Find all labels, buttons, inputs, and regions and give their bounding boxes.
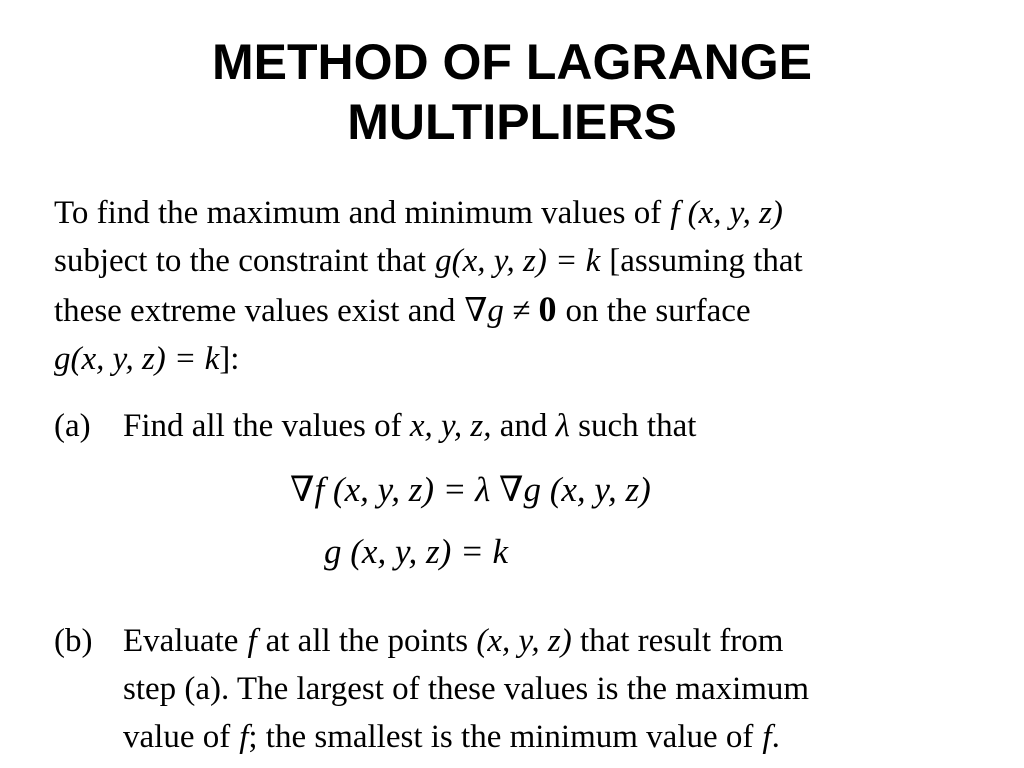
- constraint-equation: g (x, y, z) = k: [324, 532, 508, 571]
- step-a-label: (a): [54, 408, 91, 444]
- gradient-g-nonzero: ∇g ≠: [464, 293, 531, 329]
- intro-line-3: [54, 285, 984, 335]
- step-a-text-post: such that: [578, 408, 697, 444]
- step-a-text: [123, 402, 1003, 450]
- slide-title-line-2: MULTIPLIERS: [347, 94, 677, 150]
- step-b-l3-mid: ; the smallest is the minimum value of: [248, 719, 754, 755]
- step-a-text-pre: Find all the values of: [123, 408, 402, 444]
- function-f-expression: f (x, y, z): [670, 195, 783, 231]
- constraint-expression: g(x, y, z) = k: [435, 243, 601, 279]
- step-a-variables: x, y, z,: [409, 408, 492, 444]
- function-f: f: [239, 719, 249, 755]
- lambda-symbol: λ: [555, 408, 570, 444]
- step-b-l3-end: .: [771, 719, 780, 755]
- step-b-line-3: [123, 713, 1003, 761]
- intro-line-2-text: subject to the constraint that: [54, 243, 427, 279]
- point-xyz: (x, y, z): [476, 623, 572, 659]
- slide-title: [0, 32, 1024, 152]
- step-b-text: [123, 617, 1003, 761]
- intro-line-2: [54, 237, 984, 285]
- step-b-label: (b): [54, 623, 93, 659]
- intro-line-3-text: these extreme values exist and: [54, 293, 456, 329]
- step-b-l3-pre: value of: [123, 719, 231, 755]
- zero-vector: 0: [538, 289, 557, 329]
- slide-title-line-1: METHOD OF LAGRANGE: [212, 34, 812, 90]
- step-a-and: and: [499, 408, 548, 444]
- intro-line-1-text: To find the maximum and minimum values of: [54, 195, 662, 231]
- intro-line-4-tail: ]:: [219, 341, 240, 377]
- function-f: f: [762, 719, 772, 755]
- intro-line-3-tail: on the surface: [565, 293, 751, 329]
- function-f: f: [247, 623, 257, 659]
- step-b-l1-pre: Evaluate: [123, 623, 239, 659]
- intro-line-4: [54, 335, 984, 383]
- intro-line-2-tail: [assuming that: [609, 243, 803, 279]
- step-b-l1-mid: at all the points: [265, 623, 469, 659]
- intro-line-1: [54, 189, 984, 237]
- step-b-l1-post: that result from: [579, 623, 784, 659]
- step-b-line-1: [123, 617, 1003, 665]
- gradient-equation: ∇f (x, y, z) = λ ∇g (x, y, z): [290, 470, 651, 509]
- surface-expression: g(x, y, z) = k: [54, 341, 220, 377]
- intro-paragraph: [54, 189, 984, 383]
- step-b-line-2: step (a). The largest of these values is the maximum: [123, 671, 810, 707]
